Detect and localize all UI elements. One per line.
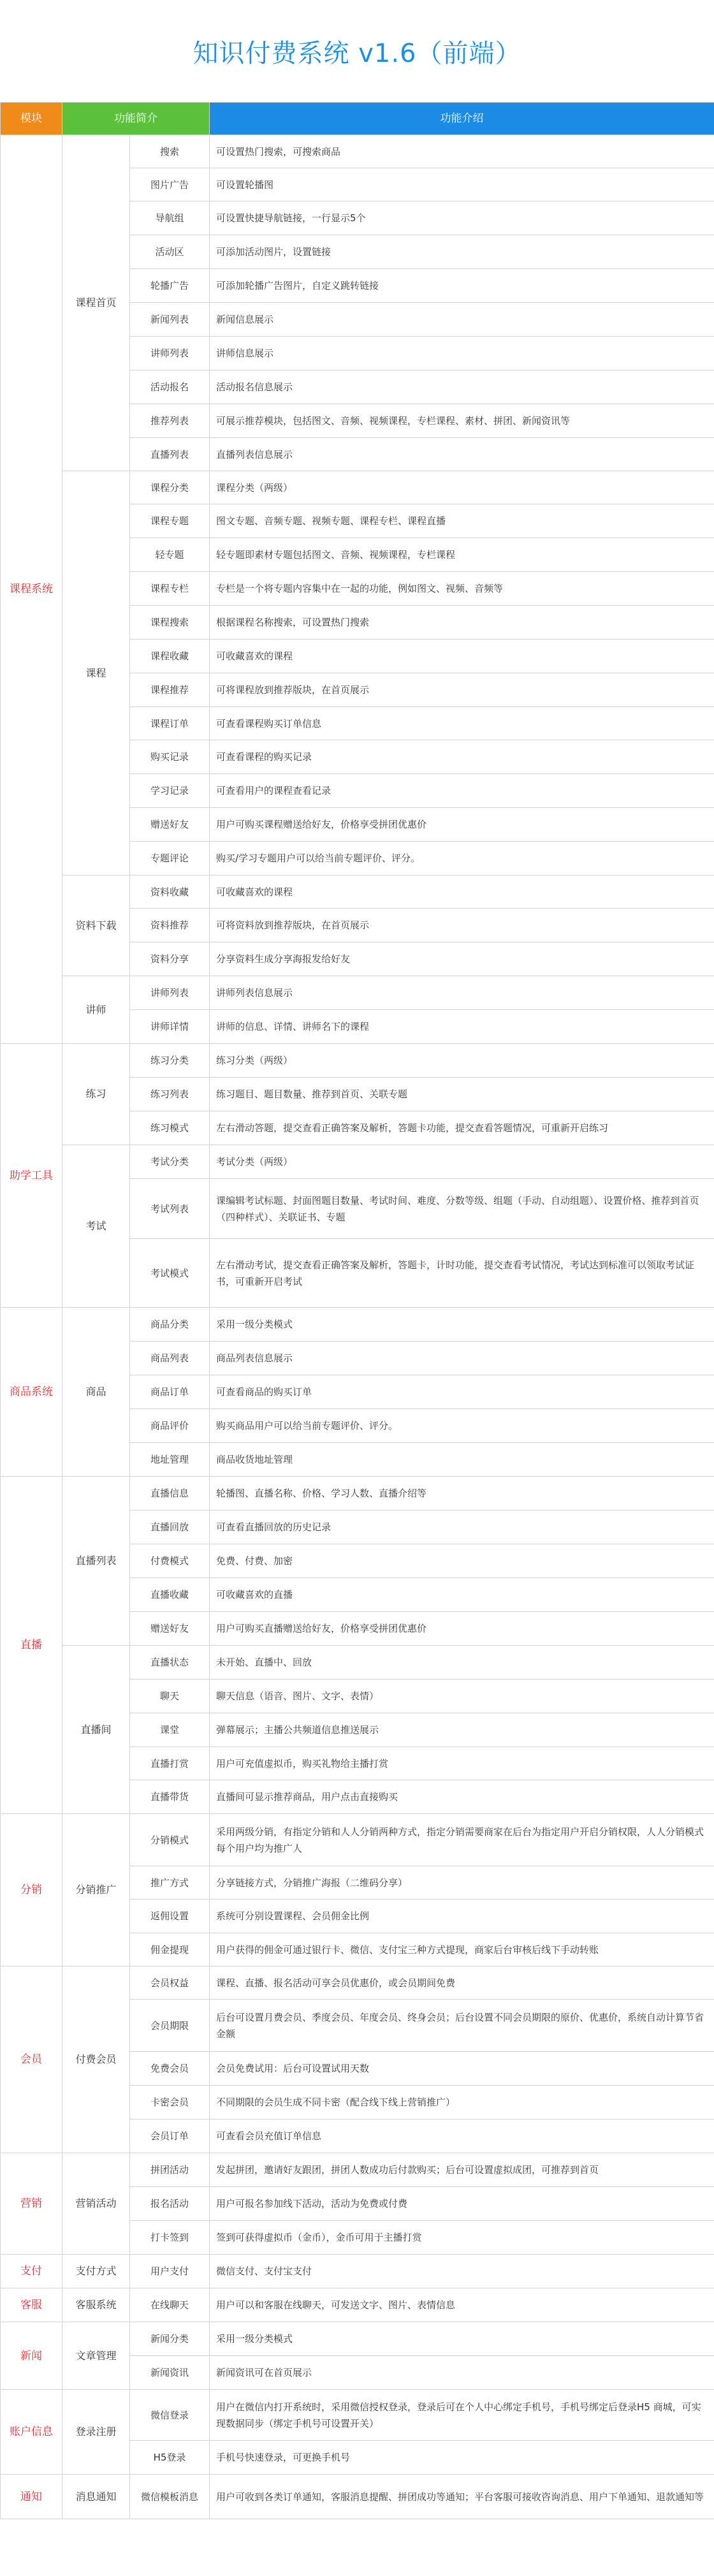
table-row xyxy=(1,1145,714,1179)
table-row xyxy=(1,135,714,168)
feature-desc-cell: 可设置快捷导航链接，一行显示5个 xyxy=(210,201,714,235)
feature-name-cell: 学习记录 xyxy=(130,774,210,808)
feature-name-cell: H5登录 xyxy=(130,2441,210,2475)
module-cell: 账户信息 xyxy=(1,2390,62,2475)
feature-name-cell: 直播打赏 xyxy=(130,1747,210,1780)
feature-name-cell: 练习分类 xyxy=(130,1044,210,1078)
feature-name-cell: 新闻列表 xyxy=(130,303,210,337)
feature-desc-cell: 签到可获得虚拟币（金币），金币可用于主播打赏 xyxy=(210,2221,714,2255)
feature-desc-cell: 采用一级分类模式 xyxy=(210,2322,714,2356)
feature-desc-cell: 考试分类（两级） xyxy=(210,1145,714,1179)
group-cell: 支付方式 xyxy=(62,2255,130,2288)
feature-desc-cell: 分享资料生成分享海报发给好友 xyxy=(210,942,714,976)
group-cell: 登录注册 xyxy=(62,2390,130,2475)
feature-desc-cell: 分享链接方式，分销推广海报（二维码分享） xyxy=(210,1866,714,1899)
module-cell: 商品系统 xyxy=(1,1308,62,1477)
feature-desc-cell: 用户可收到各类订单通知，客服消息提醒、拼团成功等通知；平台客服可接收咨询消息、用户下单通知、退款通知等 xyxy=(210,2475,714,2519)
feature-name-cell: 会员权益 xyxy=(130,1966,210,2000)
feature-name-cell: 打卡签到 xyxy=(130,2221,210,2255)
feature-desc-cell: 可查看课程购买订单信息 xyxy=(210,707,714,740)
group-cell: 考试 xyxy=(62,1145,130,1308)
feature-desc-cell: 商品列表信息展示 xyxy=(210,1342,714,1375)
module-cell: 营销 xyxy=(1,2153,62,2255)
module-cell: 分销 xyxy=(1,1814,62,1966)
feature-name-cell: 拼团活动 xyxy=(130,2153,210,2187)
feature-name-cell: 练习列表 xyxy=(130,1078,210,1111)
feature-desc-cell: 用户在微信内打开系统时，采用微信授权登录，登录后可在个人中心绑定手机号，手机号绑定后登录H5 商城，可实现数据同步（绑定手机号可设置开关） xyxy=(210,2390,714,2441)
table-row xyxy=(1,1966,714,2000)
module-cell: 课程系统 xyxy=(1,135,62,1044)
table-row xyxy=(1,2288,714,2322)
feature-desc-cell: 免费、付费、加密 xyxy=(210,1544,714,1578)
feature-name-cell: 讲师列表 xyxy=(130,976,210,1010)
feature-desc-cell: 手机号快速登录，可更换手机号 xyxy=(210,2441,714,2475)
feature-desc-cell: 弹幕展示；主播公共频道信息推送展示 xyxy=(210,1713,714,1747)
feature-desc-cell: 直播间可显示推荐商品，用户点击直接购买 xyxy=(210,1780,714,1814)
group-cell: 分销推广 xyxy=(62,1814,130,1966)
feature-name-cell: 考试分类 xyxy=(130,1145,210,1179)
feature-desc-cell: 练习分类（两级） xyxy=(210,1044,714,1078)
feature-name-cell: 搜索 xyxy=(130,135,210,168)
group-cell: 直播间 xyxy=(62,1646,130,1814)
feature-name-cell: 新闻资讯 xyxy=(130,2356,210,2390)
module-cell: 支付 xyxy=(1,2255,62,2288)
module-cell: 通知 xyxy=(1,2475,62,2519)
feature-desc-cell: 商品收货地址管理 xyxy=(210,1443,714,1477)
feature-desc-cell: 可查看用户的课程查看记录 xyxy=(210,774,714,808)
feature-name-cell: 轮播广告 xyxy=(130,269,210,303)
feature-name-cell: 免费会员 xyxy=(130,2052,210,2086)
table-row xyxy=(1,1477,714,1511)
feature-desc-cell: 可展示推荐模块，包括图文、音频、视频课程，专栏课程、素材、拼团、新闻资讯等 xyxy=(210,404,714,438)
feature-name-cell: 直播列表 xyxy=(130,438,210,471)
feature-name-cell: 资料分享 xyxy=(130,942,210,976)
feature-desc-cell: 课程分类（两级） xyxy=(210,471,714,504)
feature-name-cell: 用户支付 xyxy=(130,2255,210,2288)
feature-desc-cell: 可设置轮播图 xyxy=(210,168,714,201)
feature-desc-cell: 轻专题即素材专题包括图文、音频、视频课程，专栏课程 xyxy=(210,538,714,572)
group-cell: 文章管理 xyxy=(62,2322,130,2390)
feature-desc-cell: 图文专题、音频专题、视频专题、课程专栏、课程直播 xyxy=(210,504,714,538)
feature-desc-cell: 讲师的信息、详情、讲师名下的课程 xyxy=(210,1010,714,1044)
group-cell: 讲师 xyxy=(62,976,130,1044)
feature-name-cell: 课程专栏 xyxy=(130,572,210,606)
feature-name-cell: 讲师详情 xyxy=(130,1010,210,1044)
group-cell: 资料下载 xyxy=(62,875,130,976)
feature-name-cell: 新闻分类 xyxy=(130,2322,210,2356)
feature-desc-cell: 用户获得的佣金可通过银行卡、微信、支付宝三种方式提现，商家后台审核后线下手动转账 xyxy=(210,1933,714,1966)
feature-name-cell: 微信模板消息 xyxy=(130,2475,210,2519)
feature-name-cell: 轻专题 xyxy=(130,538,210,572)
feature-desc-cell: 采用一级分类模式 xyxy=(210,1308,714,1342)
feature-name-cell: 直播带货 xyxy=(130,1780,210,1814)
table-row xyxy=(1,1646,714,1680)
group-cell: 练习 xyxy=(62,1044,130,1145)
feature-name-cell: 商品评价 xyxy=(130,1409,210,1443)
feature-name-cell: 报名活动 xyxy=(130,2187,210,2221)
feature-name-cell: 会员期限 xyxy=(130,2000,210,2052)
feature-desc-cell: 采用两级分销，有指定分销和人人分销两种方式，指定分销需要商家在后台为指定用户开启分销权限，人人分销模式每个用户均为推广人 xyxy=(210,1814,714,1866)
table-body xyxy=(1,135,714,2519)
feature-name-cell: 推广方式 xyxy=(130,1866,210,1899)
feature-desc-cell: 不同期限的会员生成不同卡密（配合线下线上营销推广） xyxy=(210,2086,714,2119)
feature-desc-cell: 用户可购买直播赠送给好友，价格享受拼团优惠价 xyxy=(210,1612,714,1646)
table-row xyxy=(1,2475,714,2519)
group-cell: 客服系统 xyxy=(62,2288,130,2322)
feature-name-cell: 地址管理 xyxy=(130,1443,210,1477)
feature-name-cell: 分销模式 xyxy=(130,1814,210,1866)
table-row xyxy=(1,2390,714,2441)
feature-name-cell: 专题评论 xyxy=(130,842,210,875)
feature-desc-cell: 课程、直播、报名活动可享会员优惠价，或会员期间免费 xyxy=(210,1966,714,2000)
feature-name-cell: 课程订单 xyxy=(130,707,210,740)
group-cell: 直播列表 xyxy=(62,1477,130,1646)
group-cell: 营销活动 xyxy=(62,2153,130,2255)
feature-desc-cell: 可查看直播回放的历史记录 xyxy=(210,1511,714,1544)
feature-desc-cell: 可查看商品的购买订单 xyxy=(210,1375,714,1409)
feature-name-cell: 返佣设置 xyxy=(130,1899,210,1933)
table-row xyxy=(1,1044,714,1078)
header-detail: 功能介绍 xyxy=(210,103,714,135)
feature-name-cell: 会员订单 xyxy=(130,2119,210,2153)
feature-table xyxy=(0,102,714,2519)
feature-desc-cell: 会员免费试用：后台可设置试用天数 xyxy=(210,2052,714,2086)
feature-name-cell: 课程推荐 xyxy=(130,673,210,707)
feature-name-cell: 活动区 xyxy=(130,235,210,269)
group-cell: 付费会员 xyxy=(62,1966,130,2153)
feature-name-cell: 直播状态 xyxy=(130,1646,210,1680)
feature-name-cell: 资料收藏 xyxy=(130,875,210,909)
feature-desc-cell: 可收藏喜欢的直播 xyxy=(210,1578,714,1612)
feature-name-cell: 课堂 xyxy=(130,1713,210,1747)
feature-desc-cell: 可将资料放到推荐版块，在首页展示 xyxy=(210,909,714,942)
feature-name-cell: 课程收藏 xyxy=(130,640,210,673)
feature-desc-cell: 左右滑动答题，提交查看正确答案及解析，答题卡功能，提交查看答题情况，可重新开启练习 xyxy=(210,1111,714,1145)
feature-desc-cell: 后台可设置月费会员、季度会员、年度会员、终身会员；后台设置不同会员期限的原价、优惠价，系统自动计算节省金额 xyxy=(210,2000,714,2052)
module-cell: 直播 xyxy=(1,1477,62,1814)
feature-desc-cell: 新闻资讯可在首页展示 xyxy=(210,2356,714,2390)
page-title: 知识付费系统 v1.6（前端） xyxy=(193,38,521,68)
feature-desc-cell: 可添加活动图片，设置链接 xyxy=(210,235,714,269)
feature-desc-cell: 左右滑动考试，提交查看正确答案及解析，答题卡，计时功能，提交查看考试情况，考试达到标准可以领取考试证书，可重新开启考试 xyxy=(210,1239,714,1308)
table-row xyxy=(1,1814,714,1866)
feature-desc-cell: 微信支付、支付宝支付 xyxy=(210,2255,714,2288)
feature-desc-cell: 练习题目、题目数量、推荐到首页、关联专题 xyxy=(210,1078,714,1111)
feature-desc-cell: 聊天信息（语音、图片、文字、表情） xyxy=(210,1680,714,1713)
feature-name-cell: 考试模式 xyxy=(130,1239,210,1308)
feature-desc-cell: 用户可充值虚拟币，购买礼物给主播打赏 xyxy=(210,1747,714,1780)
feature-desc-cell: 系统可分别设置课程、会员佣金比例 xyxy=(210,1899,714,1933)
feature-desc-cell: 可查看会员充值订单信息 xyxy=(210,2119,714,2153)
group-cell: 课程首页 xyxy=(62,135,130,471)
feature-desc-cell: 可添加轮播广告图片，自定义跳转链接 xyxy=(210,269,714,303)
feature-name-cell: 导航组 xyxy=(130,201,210,235)
feature-name-cell: 商品订单 xyxy=(130,1375,210,1409)
feature-desc-cell: 用户可购买课程赠送给好友，价格享受拼团优惠价 xyxy=(210,808,714,842)
feature-desc-cell: 直播列表信息展示 xyxy=(210,438,714,471)
feature-name-cell: 付费模式 xyxy=(130,1544,210,1578)
feature-name-cell: 购买记录 xyxy=(130,740,210,774)
feature-name-cell: 佣金提现 xyxy=(130,1933,210,1966)
feature-desc-cell: 课编辑考试标题、封面图题目数量、考试时间、难度、分数等级、组题（手动、自动组题）、设置价格、推荐到首页（四种样式）、关联证书、专题 xyxy=(210,1179,714,1239)
feature-name-cell: 聊天 xyxy=(130,1680,210,1713)
module-cell: 会员 xyxy=(1,1966,62,2153)
feature-name-cell: 赠送好友 xyxy=(130,1612,210,1646)
feature-name-cell: 赠送好友 xyxy=(130,808,210,842)
feature-name-cell: 课程搜索 xyxy=(130,606,210,640)
feature-desc-cell: 可将课程放到推荐版块，在首页展示 xyxy=(210,673,714,707)
feature-desc-cell: 新闻信息展示 xyxy=(210,303,714,337)
feature-name-cell: 活动报名 xyxy=(130,370,210,404)
table-row xyxy=(1,976,714,1010)
header-brief: 功能简介 xyxy=(62,103,210,135)
feature-name-cell: 讲师列表 xyxy=(130,337,210,370)
module-cell: 新闻 xyxy=(1,2322,62,2390)
feature-desc-cell: 用户可报名参加线下活动，活动为免费或付费 xyxy=(210,2187,714,2221)
feature-name-cell: 微信登录 xyxy=(130,2390,210,2441)
feature-desc-cell: 可设置热门搜索，可搜索商品 xyxy=(210,135,714,168)
table-row xyxy=(1,875,714,909)
feature-name-cell: 考试列表 xyxy=(130,1179,210,1239)
feature-name-cell: 直播信息 xyxy=(130,1477,210,1511)
table-row xyxy=(1,2322,714,2356)
feature-desc-cell: 未开始、直播中、回放 xyxy=(210,1646,714,1680)
feature-name-cell: 图片广告 xyxy=(130,168,210,201)
table-header xyxy=(1,103,714,135)
header-module: 模块 xyxy=(1,103,62,135)
table-row xyxy=(1,471,714,504)
feature-name-cell: 卡密会员 xyxy=(130,2086,210,2119)
feature-desc-cell: 讲师列表信息展示 xyxy=(210,976,714,1010)
table-row xyxy=(1,2255,714,2288)
feature-desc-cell: 讲师信息展示 xyxy=(210,337,714,370)
table-row xyxy=(1,1308,714,1342)
module-cell: 客服 xyxy=(1,2288,62,2322)
feature-name-cell: 商品列表 xyxy=(130,1342,210,1375)
feature-desc-cell: 可查看课程的购买记录 xyxy=(210,740,714,774)
feature-name-cell: 课程专题 xyxy=(130,504,210,538)
feature-desc-cell: 购买/学习专题用户可以给当前专题评价、评分。 xyxy=(210,842,714,875)
feature-desc-cell: 用户可以和客服在线聊天，可发送文字、图片、表情信息 xyxy=(210,2288,714,2322)
feature-name-cell: 直播回放 xyxy=(130,1511,210,1544)
table-row xyxy=(1,2153,714,2187)
feature-desc-cell: 活动报名信息展示 xyxy=(210,370,714,404)
feature-name-cell: 直播收藏 xyxy=(130,1578,210,1612)
group-cell: 商品 xyxy=(62,1308,130,1477)
feature-desc-cell: 发起拼团，邀请好友跟团，拼团人数成功后付款购买；后台可设置虚拟成团，可推荐到首页 xyxy=(210,2153,714,2187)
feature-name-cell: 推荐列表 xyxy=(130,404,210,438)
module-cell: 助学工具 xyxy=(1,1044,62,1308)
feature-desc-cell: 可收藏喜欢的课程 xyxy=(210,640,714,673)
group-cell: 消息通知 xyxy=(62,2475,130,2519)
feature-name-cell: 在线聊天 xyxy=(130,2288,210,2322)
group-cell: 课程 xyxy=(62,471,130,875)
feature-name-cell: 练习模式 xyxy=(130,1111,210,1145)
feature-desc-cell: 专栏是一个将专题内容集中在一起的功能，例如图文、视频、音频等 xyxy=(210,572,714,606)
feature-desc-cell: 购买商品用户可以给当前专题评价、评分。 xyxy=(210,1409,714,1443)
feature-desc-cell: 可收藏喜欢的课程 xyxy=(210,875,714,909)
feature-name-cell: 课程分类 xyxy=(130,471,210,504)
feature-desc-cell: 轮播图、直播名称、价格、学习人数、直播介绍等 xyxy=(210,1477,714,1511)
feature-desc-cell: 根据课程名称搜索，可设置热门搜索 xyxy=(210,606,714,640)
feature-name-cell: 商品分类 xyxy=(130,1308,210,1342)
feature-name-cell: 资料推荐 xyxy=(130,909,210,942)
